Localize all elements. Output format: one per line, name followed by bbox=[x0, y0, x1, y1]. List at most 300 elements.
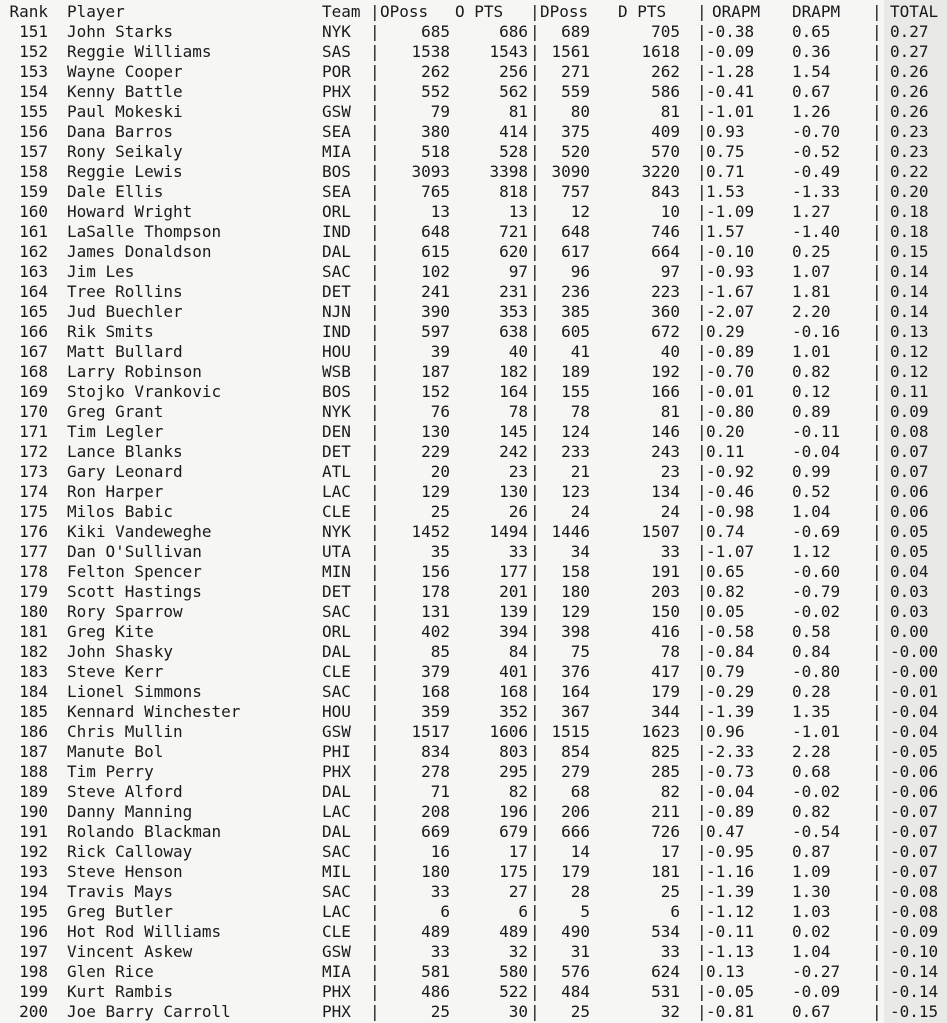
column-separator: | bbox=[872, 382, 882, 401]
column-separator: | bbox=[530, 822, 540, 841]
cell-total: 0.15 bbox=[890, 242, 929, 261]
cell-drapm: 2.20 bbox=[792, 302, 831, 321]
column-separator: | bbox=[370, 882, 380, 901]
cell-drapm: 0.67 bbox=[792, 82, 831, 101]
cell-orapm: -0.84 bbox=[706, 642, 755, 661]
cell-orapm: -0.04 bbox=[706, 782, 755, 801]
cell-drapm: -0.70 bbox=[792, 122, 841, 141]
column-separator: | bbox=[697, 542, 707, 561]
cell-rank: 157 bbox=[19, 142, 48, 161]
cell-total: 0.11 bbox=[890, 382, 929, 401]
cell-player: Lance Blanks bbox=[67, 442, 183, 461]
column-separator: | bbox=[530, 962, 540, 981]
cell-dpts: 150 bbox=[651, 602, 680, 621]
cell-rank: 154 bbox=[19, 82, 48, 101]
cell-total: 0.04 bbox=[890, 562, 929, 581]
column-separator: | bbox=[370, 262, 380, 281]
column-separator: | bbox=[872, 182, 882, 201]
column-separator: | bbox=[370, 382, 380, 401]
cell-oposs: 180 bbox=[421, 862, 450, 881]
cell-orapm: 0.47 bbox=[706, 822, 745, 841]
cell-dposs: 164 bbox=[561, 682, 590, 701]
cell-opts: 84 bbox=[508, 642, 528, 661]
table-row bbox=[0, 702, 947, 722]
column-separator: | bbox=[872, 902, 882, 921]
column-separator: | bbox=[872, 62, 882, 81]
cell-dpts: 33 bbox=[660, 942, 680, 961]
table-row bbox=[0, 422, 947, 442]
cell-orapm: 0.11 bbox=[706, 442, 745, 461]
cell-player: Rick Calloway bbox=[67, 842, 193, 861]
cell-opts: 40 bbox=[508, 342, 528, 361]
column-separator: | bbox=[530, 222, 540, 241]
column-separator: | bbox=[370, 802, 380, 821]
cell-player: Rory Sparrow bbox=[67, 602, 183, 621]
cell-dpts: 166 bbox=[651, 382, 680, 401]
cell-drapm: -0.79 bbox=[792, 582, 841, 601]
cell-team: CLE bbox=[322, 922, 351, 941]
column-separator: | bbox=[370, 462, 380, 481]
column-separator: | bbox=[370, 702, 380, 721]
cell-opts: 82 bbox=[508, 782, 528, 801]
cell-drapm: 0.58 bbox=[792, 622, 831, 641]
column-separator: | bbox=[697, 202, 707, 221]
column-separator: | bbox=[872, 282, 882, 301]
cell-player: Larry Robinson bbox=[67, 362, 202, 381]
cell-total: 0.06 bbox=[890, 482, 929, 501]
cell-orapm: 0.71 bbox=[706, 162, 745, 181]
cell-total: 0.07 bbox=[890, 462, 929, 481]
cell-rank: 200 bbox=[19, 1002, 48, 1021]
column-separator: | bbox=[370, 242, 380, 261]
column-separator: | bbox=[697, 822, 707, 841]
cell-opts: 30 bbox=[508, 1002, 528, 1021]
cell-opts: 818 bbox=[499, 182, 528, 201]
cell-dposs: 236 bbox=[561, 282, 590, 301]
column-separator: | bbox=[872, 722, 882, 741]
cell-team: CLE bbox=[322, 662, 351, 681]
cell-rank: 199 bbox=[19, 982, 48, 1001]
cell-drapm: 0.68 bbox=[792, 762, 831, 781]
column-separator: | bbox=[530, 902, 540, 921]
cell-team: PHI bbox=[322, 742, 351, 761]
cell-oposs: 35 bbox=[430, 542, 450, 561]
column-separator: | bbox=[530, 382, 540, 401]
column-separator: | bbox=[370, 902, 380, 921]
column-separator: | bbox=[697, 722, 707, 741]
cell-rank: 196 bbox=[19, 922, 48, 941]
table-row bbox=[0, 522, 947, 542]
cell-dposs: 367 bbox=[561, 702, 590, 721]
cell-oposs: 615 bbox=[421, 242, 450, 261]
cell-dpts: 223 bbox=[651, 282, 680, 301]
cell-player: Steve Alford bbox=[67, 782, 183, 801]
cell-orapm: -0.89 bbox=[706, 342, 755, 361]
cell-oposs: 131 bbox=[421, 602, 450, 621]
cell-team: SAC bbox=[322, 262, 351, 281]
cell-team: SAC bbox=[322, 882, 351, 901]
cell-rank: 161 bbox=[19, 222, 48, 241]
cell-orapm: -1.13 bbox=[706, 942, 755, 961]
column-separator: | bbox=[697, 422, 707, 441]
cell-opts: 3398 bbox=[489, 162, 528, 181]
cell-dpts: 243 bbox=[651, 442, 680, 461]
column-separator: | bbox=[530, 722, 540, 741]
cell-oposs: 402 bbox=[421, 622, 450, 641]
table-row bbox=[0, 862, 947, 882]
cell-total: 0.27 bbox=[890, 22, 929, 41]
cell-rank: 177 bbox=[19, 542, 48, 561]
cell-team: MIA bbox=[322, 962, 351, 981]
cell-orapm: -1.12 bbox=[706, 902, 755, 921]
cell-drapm: -0.52 bbox=[792, 142, 841, 161]
cell-oposs: 25 bbox=[430, 1002, 450, 1021]
column-separator: | bbox=[370, 22, 380, 41]
cell-orapm: -0.41 bbox=[706, 82, 755, 101]
cell-dposs: 123 bbox=[561, 482, 590, 501]
header-rank: Rank bbox=[9, 2, 48, 21]
column-separator: | bbox=[697, 862, 707, 881]
column-separator: | bbox=[872, 202, 882, 221]
cell-oposs: 16 bbox=[430, 842, 450, 861]
cell-oposs: 71 bbox=[430, 782, 450, 801]
column-separator: | bbox=[370, 642, 380, 661]
table-row bbox=[0, 342, 947, 362]
cell-rank: 155 bbox=[19, 102, 48, 121]
cell-dpts: 726 bbox=[651, 822, 680, 841]
header-player: Player bbox=[67, 2, 125, 21]
column-separator: | bbox=[872, 142, 882, 161]
cell-total: -0.05 bbox=[890, 742, 939, 761]
cell-opts: 17 bbox=[508, 842, 528, 861]
cell-player: Joe Barry Carroll bbox=[67, 1002, 231, 1021]
cell-opts: 394 bbox=[499, 622, 528, 641]
column-separator: | bbox=[697, 2, 707, 21]
cell-rank: 188 bbox=[19, 762, 48, 781]
column-separator: | bbox=[370, 362, 380, 381]
cell-rank: 167 bbox=[19, 342, 48, 361]
column-separator: | bbox=[530, 402, 540, 421]
cell-drapm: -0.69 bbox=[792, 522, 841, 541]
cell-dpts: 33 bbox=[660, 542, 680, 561]
table-row bbox=[0, 762, 947, 782]
cell-dposs: 376 bbox=[561, 662, 590, 681]
table-row bbox=[0, 322, 947, 342]
table-row bbox=[0, 202, 947, 222]
cell-drapm: 0.82 bbox=[792, 362, 831, 381]
column-separator: | bbox=[697, 82, 707, 101]
cell-dpts: 24 bbox=[660, 502, 680, 521]
cell-oposs: 1538 bbox=[411, 42, 450, 61]
column-separator: | bbox=[697, 762, 707, 781]
column-separator: | bbox=[370, 782, 380, 801]
column-separator: | bbox=[872, 2, 882, 21]
cell-oposs: 13 bbox=[430, 202, 450, 221]
cell-team: DAL bbox=[322, 782, 351, 801]
column-separator: | bbox=[697, 502, 707, 521]
cell-rank: 174 bbox=[19, 482, 48, 501]
column-separator: | bbox=[872, 942, 882, 961]
cell-dpts: 40 bbox=[660, 342, 680, 361]
cell-oposs: 33 bbox=[430, 942, 450, 961]
cell-team: BOS bbox=[322, 382, 351, 401]
cell-team: MIL bbox=[322, 862, 351, 881]
column-separator: | bbox=[530, 602, 540, 621]
table-row bbox=[0, 22, 947, 42]
table-row bbox=[0, 902, 947, 922]
column-separator: | bbox=[370, 582, 380, 601]
column-separator: | bbox=[697, 142, 707, 161]
cell-drapm: 1.30 bbox=[792, 882, 831, 901]
column-separator: | bbox=[530, 182, 540, 201]
cell-dpts: 17 bbox=[660, 842, 680, 861]
cell-team: SAS bbox=[322, 42, 351, 61]
cell-drapm: 0.36 bbox=[792, 42, 831, 61]
column-separator: | bbox=[370, 822, 380, 841]
column-separator: | bbox=[370, 502, 380, 521]
cell-opts: 620 bbox=[499, 242, 528, 261]
column-separator: | bbox=[530, 562, 540, 581]
column-separator: | bbox=[370, 942, 380, 961]
cell-player: Wayne Cooper bbox=[67, 62, 183, 81]
column-separator: | bbox=[370, 542, 380, 561]
cell-rank: 187 bbox=[19, 742, 48, 761]
table-row bbox=[0, 302, 947, 322]
cell-dpts: 705 bbox=[651, 22, 680, 41]
cell-orapm: -0.80 bbox=[706, 402, 755, 421]
cell-dposs: 233 bbox=[561, 442, 590, 461]
cell-drapm: -0.54 bbox=[792, 822, 841, 841]
cell-drapm: -1.40 bbox=[792, 222, 841, 241]
cell-oposs: 229 bbox=[421, 442, 450, 461]
cell-rank: 192 bbox=[19, 842, 48, 861]
column-separator: | bbox=[370, 102, 380, 121]
column-separator: | bbox=[697, 162, 707, 181]
column-separator: | bbox=[370, 1002, 380, 1021]
cell-rank: 153 bbox=[19, 62, 48, 81]
table-row bbox=[0, 722, 947, 742]
cell-dpts: 181 bbox=[651, 862, 680, 881]
cell-orapm: -1.01 bbox=[706, 102, 755, 121]
cell-opts: 1494 bbox=[489, 522, 528, 541]
cell-opts: 721 bbox=[499, 222, 528, 241]
cell-total: -0.00 bbox=[890, 662, 939, 681]
cell-team: LAC bbox=[322, 802, 351, 821]
cell-total: -0.06 bbox=[890, 762, 939, 781]
column-separator: | bbox=[697, 1002, 707, 1021]
cell-opts: 175 bbox=[499, 862, 528, 881]
column-separator: | bbox=[530, 702, 540, 721]
cell-total: 0.00 bbox=[890, 622, 929, 641]
cell-orapm: 0.05 bbox=[706, 602, 745, 621]
cell-player: James Donaldson bbox=[67, 242, 212, 261]
table-row bbox=[0, 382, 947, 402]
table-row bbox=[0, 1002, 947, 1022]
column-separator: | bbox=[872, 422, 882, 441]
header-dposs: DPoss bbox=[540, 2, 589, 21]
cell-oposs: 152 bbox=[421, 382, 450, 401]
cell-player: Jim Les bbox=[67, 262, 135, 281]
cell-player: Reggie Williams bbox=[67, 42, 212, 61]
column-separator: | bbox=[530, 342, 540, 361]
cell-dpts: 203 bbox=[651, 582, 680, 601]
cell-player: Kennard Winchester bbox=[67, 702, 241, 721]
cell-orapm: -0.11 bbox=[706, 922, 755, 941]
cell-drapm: -0.80 bbox=[792, 662, 841, 681]
cell-dposs: 28 bbox=[570, 882, 590, 901]
column-separator: | bbox=[530, 802, 540, 821]
cell-total: -0.07 bbox=[890, 842, 939, 861]
column-separator: | bbox=[370, 42, 380, 61]
column-separator: | bbox=[697, 962, 707, 981]
cell-opts: 177 bbox=[499, 562, 528, 581]
cell-orapm: -1.09 bbox=[706, 202, 755, 221]
cell-oposs: 79 bbox=[430, 102, 450, 121]
cell-dposs: 21 bbox=[570, 462, 590, 481]
cell-team: SAC bbox=[322, 682, 351, 701]
cell-orapm: -2.07 bbox=[706, 302, 755, 321]
column-separator: | bbox=[370, 482, 380, 501]
cell-oposs: 262 bbox=[421, 62, 450, 81]
cell-dpts: 825 bbox=[651, 742, 680, 761]
column-separator: | bbox=[697, 702, 707, 721]
cell-orapm: 0.96 bbox=[706, 722, 745, 741]
cell-drapm: 1.27 bbox=[792, 202, 831, 221]
cell-drapm: -0.60 bbox=[792, 562, 841, 581]
cell-dposs: 34 bbox=[570, 542, 590, 561]
cell-dpts: 1618 bbox=[641, 42, 680, 61]
column-separator: | bbox=[697, 802, 707, 821]
cell-dpts: 534 bbox=[651, 922, 680, 941]
cell-total: -0.08 bbox=[890, 902, 939, 921]
cell-team: DET bbox=[322, 442, 351, 461]
column-separator: | bbox=[872, 882, 882, 901]
cell-opts: 401 bbox=[499, 662, 528, 681]
cell-opts: 638 bbox=[499, 322, 528, 341]
column-separator: | bbox=[872, 542, 882, 561]
column-separator: | bbox=[370, 182, 380, 201]
column-separator: | bbox=[872, 302, 882, 321]
cell-oposs: 486 bbox=[421, 982, 450, 1001]
cell-drapm: 1.09 bbox=[792, 862, 831, 881]
table-row bbox=[0, 542, 947, 562]
cell-drapm: 1.01 bbox=[792, 342, 831, 361]
cell-orapm: -1.16 bbox=[706, 862, 755, 881]
cell-orapm: -0.81 bbox=[706, 1002, 755, 1021]
cell-dposs: 375 bbox=[561, 122, 590, 141]
cell-drapm: 0.89 bbox=[792, 402, 831, 421]
column-separator: | bbox=[872, 562, 882, 581]
column-separator: | bbox=[872, 982, 882, 1001]
cell-team: NYK bbox=[322, 402, 351, 421]
column-separator: | bbox=[872, 122, 882, 141]
cell-player: Dale Ellis bbox=[67, 182, 164, 201]
cell-rank: 178 bbox=[19, 562, 48, 581]
column-separator: | bbox=[530, 2, 540, 21]
cell-rank: 195 bbox=[19, 902, 48, 921]
cell-team: HOU bbox=[322, 702, 351, 721]
cell-team: ORL bbox=[322, 622, 351, 641]
cell-rank: 158 bbox=[19, 162, 48, 181]
cell-opts: 1606 bbox=[489, 722, 528, 741]
cell-orapm: -0.89 bbox=[706, 802, 755, 821]
table-row bbox=[0, 882, 947, 902]
cell-team: DAL bbox=[322, 242, 351, 261]
column-separator: | bbox=[872, 762, 882, 781]
cell-player: LaSalle Thompson bbox=[67, 222, 222, 241]
column-separator: | bbox=[370, 222, 380, 241]
table-row bbox=[0, 562, 947, 582]
cell-oposs: 597 bbox=[421, 322, 450, 341]
cell-opts: 686 bbox=[499, 22, 528, 41]
cell-player: Jud Buechler bbox=[67, 302, 183, 321]
cell-dposs: 80 bbox=[570, 102, 590, 121]
column-separator: | bbox=[370, 442, 380, 461]
column-separator: | bbox=[530, 922, 540, 941]
table-row bbox=[0, 942, 947, 962]
column-separator: | bbox=[872, 462, 882, 481]
cell-oposs: 85 bbox=[430, 642, 450, 661]
cell-oposs: 1452 bbox=[411, 522, 450, 541]
column-separator: | bbox=[370, 2, 380, 21]
cell-dpts: 586 bbox=[651, 82, 680, 101]
column-separator: | bbox=[697, 402, 707, 421]
column-separator: | bbox=[530, 282, 540, 301]
cell-opts: 81 bbox=[508, 102, 528, 121]
column-separator: | bbox=[530, 762, 540, 781]
table-row bbox=[0, 182, 947, 202]
column-separator: | bbox=[370, 622, 380, 641]
cell-opts: 256 bbox=[499, 62, 528, 81]
cell-rank: 173 bbox=[19, 462, 48, 481]
header-opts: O PTS bbox=[455, 2, 504, 21]
cell-drapm: 0.67 bbox=[792, 1002, 831, 1021]
column-separator: | bbox=[370, 662, 380, 681]
cell-rank: 162 bbox=[19, 242, 48, 261]
table-row bbox=[0, 622, 947, 642]
cell-dposs: 490 bbox=[561, 922, 590, 941]
cell-opts: 196 bbox=[499, 802, 528, 821]
cell-dpts: 672 bbox=[651, 322, 680, 341]
cell-team: DET bbox=[322, 282, 351, 301]
cell-dposs: 1515 bbox=[551, 722, 590, 741]
cell-dposs: 605 bbox=[561, 322, 590, 341]
cell-player: Kiki Vandeweghe bbox=[67, 522, 212, 541]
cell-oposs: 685 bbox=[421, 22, 450, 41]
cell-dposs: 1561 bbox=[551, 42, 590, 61]
column-separator: | bbox=[697, 42, 707, 61]
cell-rank: 165 bbox=[19, 302, 48, 321]
column-separator: | bbox=[370, 682, 380, 701]
cell-orapm: 0.13 bbox=[706, 962, 745, 981]
column-separator: | bbox=[530, 242, 540, 261]
cell-total: -0.09 bbox=[890, 922, 939, 941]
cell-dpts: 416 bbox=[651, 622, 680, 641]
column-separator: | bbox=[697, 22, 707, 41]
cell-total: -0.04 bbox=[890, 702, 939, 721]
cell-dpts: 531 bbox=[651, 982, 680, 1001]
column-separator: | bbox=[697, 182, 707, 201]
cell-dposs: 206 bbox=[561, 802, 590, 821]
cell-dpts: 746 bbox=[651, 222, 680, 241]
cell-oposs: 648 bbox=[421, 222, 450, 241]
cell-dpts: 23 bbox=[660, 462, 680, 481]
cell-player: Kenny Battle bbox=[67, 82, 183, 101]
column-separator: | bbox=[697, 942, 707, 961]
cell-opts: 164 bbox=[499, 382, 528, 401]
cell-dpts: 134 bbox=[651, 482, 680, 501]
cell-oposs: 156 bbox=[421, 562, 450, 581]
